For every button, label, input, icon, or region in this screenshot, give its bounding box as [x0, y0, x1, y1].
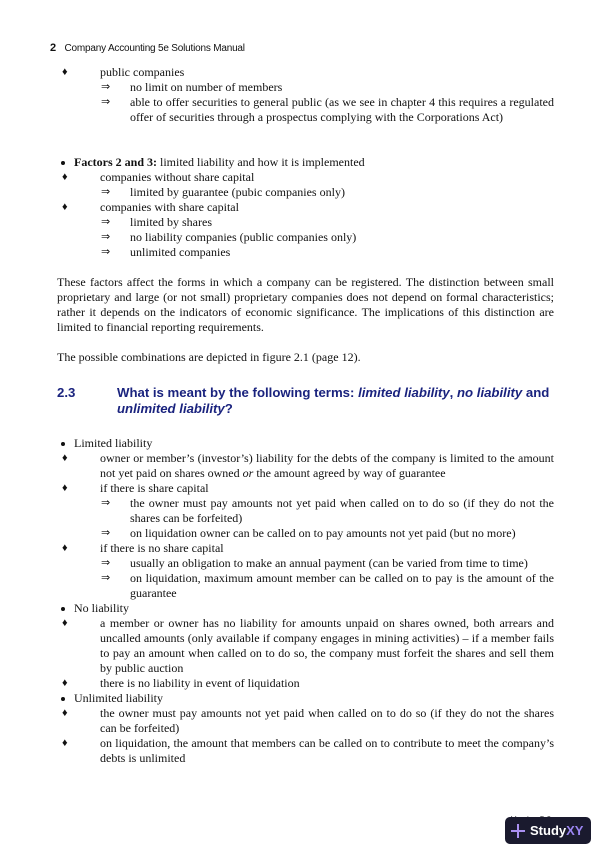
plus-icon: [511, 824, 525, 838]
page-content: [57, 65, 554, 766]
list-item: ♦ on liquidation, the amount that members can be called on to contribute to meet the company’s debts is unlimited: [62, 736, 554, 765]
list-item: ♦ companies without share capital: [62, 170, 255, 184]
arrow-bullet-icon: ⇒: [101, 81, 111, 93]
arrow-bullet-icon: ⇒: [101, 497, 111, 509]
book-title: Company Accounting 5e Solutions Manual: [64, 43, 245, 54]
bullet-icon: [61, 607, 65, 611]
studyxy-badge[interactable]: [505, 817, 591, 844]
list-subitem: ⇒ unlimited companies: [101, 245, 231, 259]
no-liability-item: No liability: [57, 601, 554, 616]
arrow-bullet-icon: ⇒: [101, 557, 111, 569]
diamond-bullet-icon: ♦: [62, 482, 68, 494]
list-item: ♦ there is no liability in event of liquidation: [62, 676, 300, 690]
list-subitem: ⇒ no limit on number of members: [101, 80, 283, 94]
list-item: ♦ if there is share capital: [62, 481, 209, 495]
diamond-bullet-icon: ♦: [62, 707, 68, 719]
paragraph: These factors affect the forms in which a company can be registered. The distinction between small proprietary and large (or not small) proprietary companies does not depend on formal characteristics; rather it depends on the indicators of economic significance. The implications of this distinction are limited to financial reporting requirements.: [57, 275, 554, 334]
paragraph: The possible combinations are depicted in figure 2.1 (page 12).: [57, 350, 361, 364]
list-subitem: ⇒ the owner must pay amounts not yet paid when called on to do so (if they do not the shares can be forfeited): [101, 496, 554, 525]
diamond-bullet-icon: ♦: [62, 201, 68, 213]
diamond-bullet-icon: ♦: [62, 737, 68, 749]
arrow-bullet-icon: ⇒: [101, 246, 111, 258]
list-item: ♦ public companies: [62, 65, 185, 79]
bullet-icon: [61, 442, 65, 446]
list-subitem: ⇒ no liability companies (public companies only): [101, 230, 357, 244]
diamond-bullet-icon: ♦: [62, 542, 68, 554]
unlimited-liability-item: Unlimited liability: [57, 691, 554, 706]
list-item: ♦ companies with share capital: [62, 200, 239, 214]
diamond-bullet-icon: ♦: [62, 452, 68, 464]
arrow-bullet-icon: ⇒: [101, 572, 111, 584]
diamond-bullet-icon: ♦: [62, 677, 68, 689]
factors-label: Factors 2 and 3:: [74, 155, 157, 169]
diamond-bullet-icon: ♦: [62, 171, 68, 183]
list-item: ♦ if there is no share capital: [62, 541, 224, 555]
list-subitem: ⇒ able to offer securities to general public (as we see in chapter 4 this requires a regulated offer of securities through a prospectus complying with the Corporations Act): [101, 95, 554, 124]
arrow-bullet-icon: ⇒: [101, 527, 111, 539]
list-item: ♦ the owner must pay amounts not yet paid when called on to do so (if they do not the shares can be forfeited): [62, 706, 554, 735]
section-heading: 2.3 What is meant by the following terms: limited liability, no liability and unlimited liability?: [57, 385, 550, 416]
limited-liability-item: Limited liability: [57, 436, 554, 451]
page-number: 2: [50, 42, 56, 54]
brand-logo-text: StudyXY: [530, 823, 584, 838]
bullet-icon: [61, 161, 65, 165]
list-subitem: ⇒ on liquidation, maximum amount member can be called on to pay is the amount of the guarantee: [101, 571, 554, 600]
arrow-bullet-icon: ⇒: [101, 216, 111, 228]
list-subitem: ⇒ usually an obligation to make an annual payment (can be varied from time to time): [101, 556, 528, 570]
arrow-bullet-icon: ⇒: [101, 186, 111, 198]
bullet-icon: [61, 697, 65, 701]
arrow-bullet-icon: ⇒: [101, 96, 111, 108]
list-subitem: ⇒ limited by shares: [101, 215, 212, 229]
list-subitem: ⇒ on liquidation owner can be called on to pay amounts not yet paid (but no more): [101, 526, 516, 540]
list-subitem: ⇒ limited by guarantee (pubic companies only): [101, 185, 345, 199]
page-header: [50, 42, 245, 54]
factors-item: Factors 2 and 3: limited liability and how it is implemented: [57, 155, 554, 170]
list-item: ♦ a member or owner has no liability for amounts unpaid on shares owned, both arrears and uncalled amounts (only available if company engages in mining activities) – if a member fails to pay an amount when called on to do so, the company must forfeit the shares and sell them by public auction: [62, 616, 554, 675]
arrow-bullet-icon: ⇒: [101, 231, 111, 243]
diamond-bullet-icon: ♦: [62, 66, 68, 78]
section-number: 2.3: [57, 385, 76, 400]
diamond-bullet-icon: ♦: [62, 617, 68, 629]
list-item: ♦ owner or member’s (investor’s) liability for the debts of the company is limited to the amount not yet paid on shares owned or the amount agreed by way of guarantee: [62, 451, 554, 480]
